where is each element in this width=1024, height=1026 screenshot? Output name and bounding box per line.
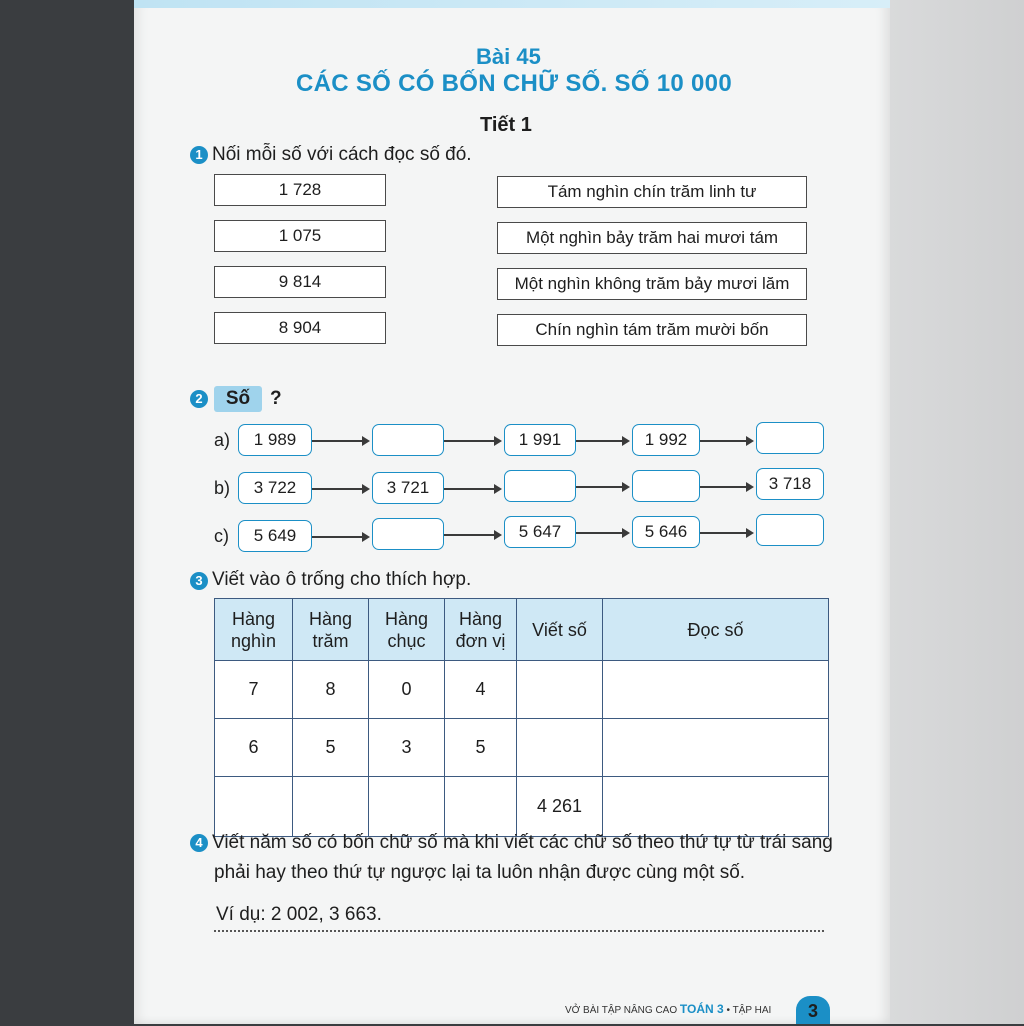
ex2-cell[interactable]: 5 647 (504, 516, 576, 548)
period-title: Tiết 1 (480, 114, 532, 136)
ex1-prompt: Nối mỗi số với cách đọc số đó. (212, 144, 472, 165)
answer-line[interactable] (214, 930, 824, 932)
footer-book: VỞ BÀI TẬP NÂNG CAO (565, 1005, 678, 1016)
ex2-cell[interactable] (632, 470, 700, 502)
ex2-cell[interactable] (372, 424, 444, 456)
table-cell: 4 (445, 661, 517, 719)
table-cell-input[interactable] (369, 777, 445, 837)
ex4-prompt-line1: Viết năm số có bốn chữ số mà khi viết các chữ số theo thứ tự từ trái sang (212, 832, 833, 853)
ex2-cell[interactable] (504, 470, 576, 502)
lesson-number: Bài 45 (476, 44, 541, 69)
ex2-row-label: b) (214, 478, 231, 498)
lesson-title: CÁC SỐ CÓ BỐN CHỮ SỐ. SỐ 10 000 (296, 70, 732, 97)
table-cell: 0 (369, 661, 445, 719)
table-cell: 4 261 (517, 777, 603, 837)
table-header: Hàng nghìn (215, 599, 293, 661)
ex2-cell[interactable] (756, 514, 824, 546)
ex2-cell[interactable]: 3 718 (756, 468, 824, 500)
table-cell-input[interactable] (603, 777, 829, 837)
ex2-cell[interactable]: 1 991 (504, 424, 576, 456)
table-cell: 7 (215, 661, 293, 719)
ex1-reading-box[interactable]: Tám nghìn chín trăm linh tư (497, 176, 807, 208)
table-header: Hàng chục (369, 599, 445, 661)
arrow-icon (444, 488, 500, 490)
table-cell: 5 (293, 719, 369, 777)
table-header: Đọc số (603, 599, 829, 661)
ex2-cell[interactable]: 3 721 (372, 472, 444, 504)
ex2-number-badge: 2 (190, 390, 208, 408)
table-cell: 3 (369, 719, 445, 777)
page-number: 3 (796, 996, 830, 1024)
table-header: Hàng đơn vị (445, 599, 517, 661)
ex2-row-label: c) (214, 526, 229, 546)
table-cell: 5 (445, 719, 517, 777)
ex2-cell[interactable] (756, 422, 824, 454)
ex2-question-mark: ? (270, 388, 282, 409)
table-cell: 6 (215, 719, 293, 777)
ex4-example: Ví dụ: 2 002, 3 663. (216, 904, 382, 925)
ex2-cell[interactable]: 5 649 (238, 520, 312, 552)
ex1-reading-box[interactable]: Một nghìn bảy trăm hai mươi tám (497, 222, 807, 254)
table-row (215, 777, 829, 837)
table-cell-input[interactable] (517, 661, 603, 719)
ex2-cell[interactable] (372, 518, 444, 550)
table-cell-input[interactable] (293, 777, 369, 837)
ex2-cell[interactable]: 1 992 (632, 424, 700, 456)
footer-subject: TOÁN 3 (679, 1002, 724, 1016)
arrow-icon (312, 488, 368, 490)
table-row (215, 719, 829, 777)
ex2-so-tag: Số (214, 386, 262, 412)
ex2-cell[interactable]: 1 989 (238, 424, 312, 456)
ex1-number-badge: 1 (190, 146, 208, 164)
arrow-icon (700, 532, 752, 534)
arrow-icon (312, 440, 368, 442)
table-header: Viết số (517, 599, 603, 661)
top-band (134, 0, 890, 8)
ex3-prompt: Viết vào ô trống cho thích hợp. (212, 569, 472, 590)
ex1-number-box[interactable]: 8 904 (214, 312, 386, 344)
ex4-prompt-line2: phải hay theo thứ tự ngược lại ta luôn nhận được cùng một số. (214, 862, 746, 883)
adjacent-page (890, 0, 1024, 1024)
ex1-reading-box[interactable]: Chín nghìn tám trăm mười bốn (497, 314, 807, 346)
ex3-number-badge: 3 (190, 572, 208, 590)
table-cell: 8 (293, 661, 369, 719)
arrow-icon (444, 534, 500, 536)
table-row (215, 661, 829, 719)
ex2-cell[interactable]: 5 646 (632, 516, 700, 548)
arrow-icon (576, 440, 628, 442)
table-cell-input[interactable] (445, 777, 517, 837)
ex1-number-box[interactable]: 1 075 (214, 220, 386, 252)
table-cell-input[interactable] (603, 719, 829, 777)
table-cell-input[interactable] (603, 661, 829, 719)
arrow-icon (576, 532, 628, 534)
arrow-icon (576, 486, 628, 488)
table-cell-input[interactable] (215, 777, 293, 837)
ex1-number-box[interactable]: 9 814 (214, 266, 386, 298)
ex4-number-badge: 4 (190, 834, 208, 852)
ex1-reading-box[interactable]: Một nghìn không trăm bảy mươi lăm (497, 268, 807, 300)
footer-volume: • TẬP HAI (726, 1005, 772, 1016)
arrow-icon (700, 486, 752, 488)
ex2-row-label: a) (214, 430, 231, 450)
arrow-icon (312, 536, 368, 538)
table-header: Hàng trăm (293, 599, 369, 661)
ex1-number-box[interactable]: 1 728 (214, 174, 386, 206)
place-value-table (214, 598, 829, 837)
page-footer (565, 1002, 771, 1016)
ex2-cell[interactable]: 3 722 (238, 472, 312, 504)
arrow-icon (444, 440, 500, 442)
table-cell-input[interactable] (517, 719, 603, 777)
arrow-icon (700, 440, 752, 442)
